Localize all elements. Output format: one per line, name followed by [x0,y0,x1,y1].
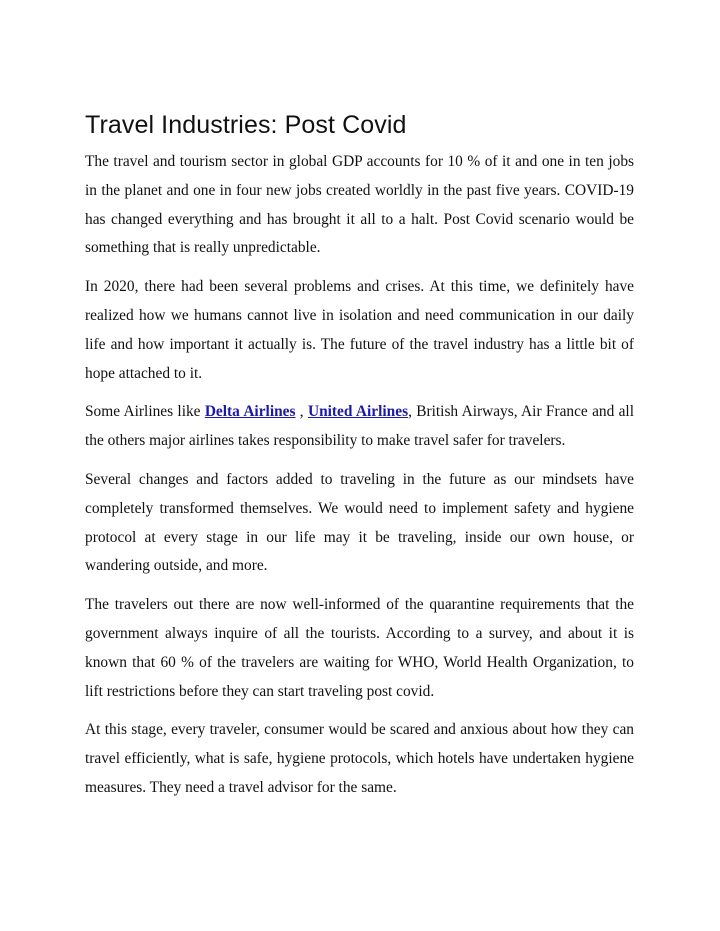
document-body [85,108,634,813]
paragraph-airlines [85,398,634,456]
united-airlines-link[interactable]: United Airlines [307,403,409,421]
paragraph-changes: Several changes and factors added to traveling in the future as our mindsets have completely transformed themselves. We would need to implement safety and hygiene protocol at every stage in our life may it be traveling, inside our own house, or wandering outside, and more. [85,470,634,575]
delta-airlines-link[interactable]: Delta Airlines [204,403,296,421]
airlines-prefix: Some Airlines like [85,403,205,421]
paragraph-2020: In 2020, there had been several problems and crises. At this time, we definitely have realized how we humans cannot live in isolation and need communication in our daily life and how important it actually is. The future of the travel industry has a little bit of hope attached to it. [85,278,634,382]
airlines-separator: , [295,403,308,421]
paragraph-travelers: The travelers out there are now well-informed of the quarantine requirements that the government always inquire of all the tourists. According to a survey, and about it is known that 60 % of the travelers are waiting for WHO, World Health Organization, to lift restrictions before they can start traveling post covid. [85,596,634,700]
page-title: Travel Industries: Post Covid [85,111,407,139]
paragraph-intro: The travel and tourism sector in global GDP accounts for 10 % of it and one in ten jobs in the planet and one in four new jobs created worldly in the past five years. COVID-19 has changed everything and has brought it all to a halt. Post Covid scenario would be something that is really unpredictable. [85,153,634,257]
airlines-suffix: , British Airways, Air France and all the others major airlines takes responsibility to make travel safer for travelers. [85,403,634,450]
paragraph-advisor: At this stage, every traveler, consumer would be scared and anxious about how they can travel efficiently, what is safe, hygiene protocols, which hotels have undertaken hygiene measures. They need a travel advisor for the same. [85,721,634,796]
